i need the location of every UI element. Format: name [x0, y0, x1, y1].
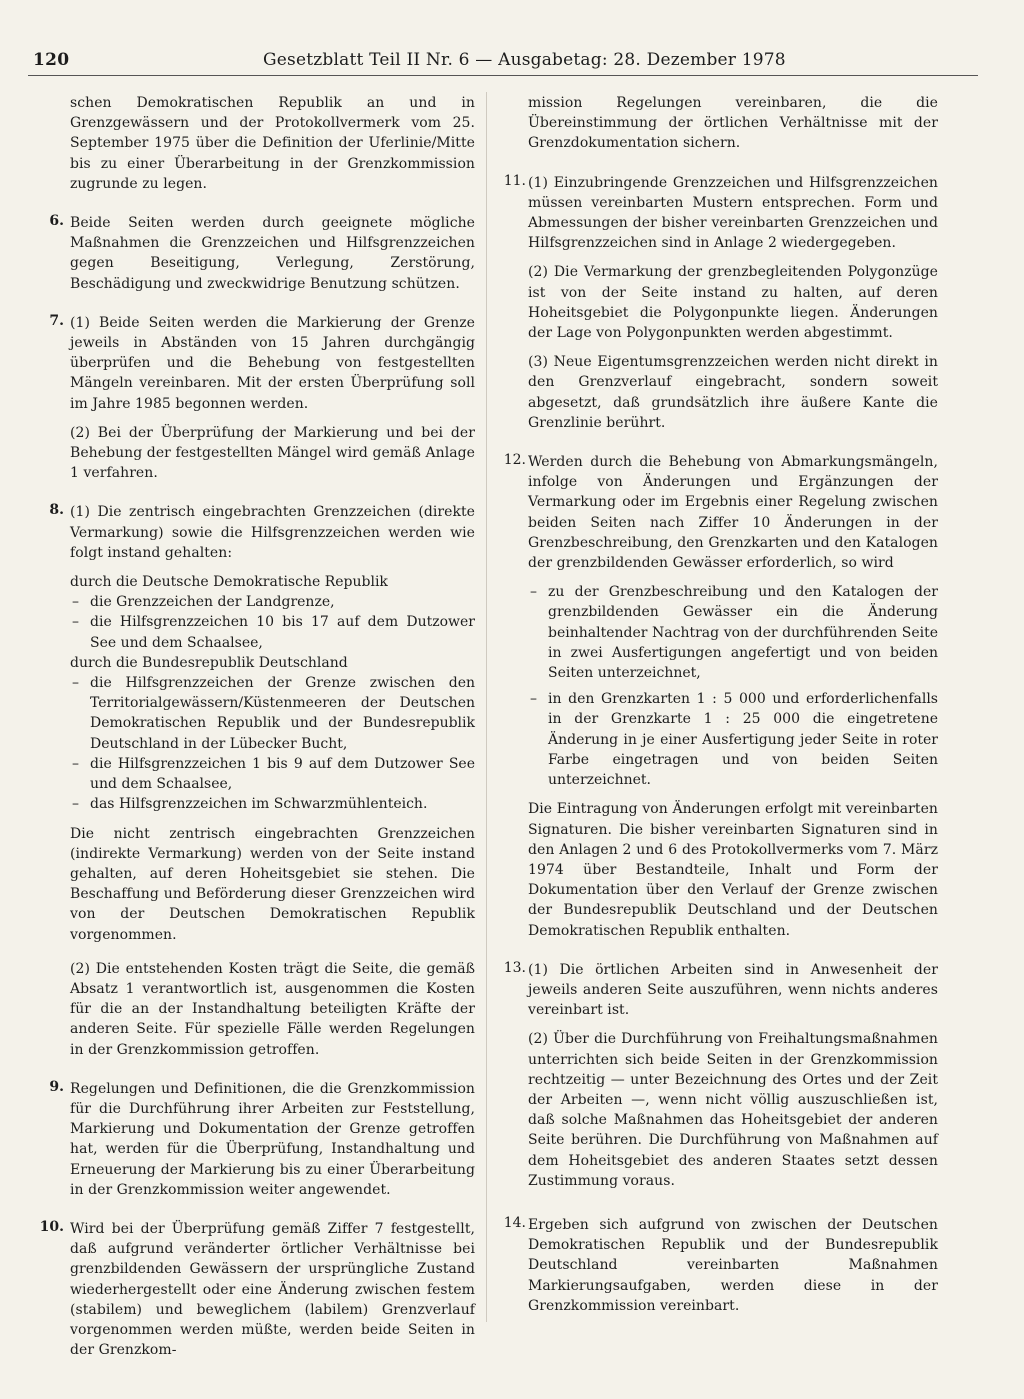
- paragraph-2: (2) Die Vermarkung der grenzbegleitenden Polygonzüge ist von der Seite instand zu halten, auf deren Hoheitsgebiet die Polygonpunkte liegen. Änderungen der Lage von Polygonpunkten werden abgestimmt.: [528, 264, 938, 342]
- indirect-paragraph: Die nicht zentrisch eingebrachten Grenzzeichen (indirekte Vermarkung) werden von der Seite instand gehalten, auf deren Hoheitsgebiet sie stehen. Die Beschaffung und Beförderung dieser Grenzzeichen wird von der Deutschen Demokratischen Republik vorgenommen.: [70, 825, 475, 943]
- section-number: 13.: [503, 959, 526, 976]
- paragraph-2: (2) Über die Durchführung von Freihaltungsmaßnahmen unterrichten sich beide Seiten in der Grenzkommission rechtzeitig — unter Bezeichnung des Ortes und der Zeit der Arbeiten —, wenn nicht völlig auszuschließen ist, daß solche Maßnahmen das Hoheitsgebiet der anderen Seite berühren. Die Durchführung von Maßnahmen auf dem Hoheitsgebiet des anderen Staates setzt dessen Zustimmung voraus.: [528, 1031, 938, 1189]
- section-number: 8.: [49, 502, 64, 519]
- column-divider: [486, 92, 487, 1322]
- paragraph-1: Werden durch die Behebung von Abmarkungsmängeln, infolge von Änderungen und Ergänzungen der Vermarkung oder im Ergebnis einer Regelung zwischen beiden Seiten nach Ziffer 10 Änderungen in der Grenzbeschreibung, den Grenzkarten und den Katalogen der grenzbildenden Gewässer erforderlich, so wird: [528, 454, 938, 572]
- section-7: [49, 312, 475, 484]
- page-header: [0, 50, 1024, 76]
- page-number: 120: [33, 50, 70, 70]
- measures-list: [528, 582, 938, 790]
- list-item: – die Hilfsgrenzzeichen 1 bis 9 auf dem Dutzower See und dem Schaalsee,: [72, 755, 475, 793]
- section-text: Ergeben sich aufgrund von zwischen der Deutschen Demokratischen Republik und der Bundesrepublik Deutschland vereinbarten Maßnahmen Markierungsaufgaben, werden diese in der Grenzkommission vereinbart.: [528, 1216, 938, 1314]
- paragraph-2: (2) Die entstehenden Kosten trägt die Seite, die gemäß Absatz 1 verantwortlich ist, ausgenommen die Kosten für die an der Instandhaltung beteiligten Kräfte der anderen Seite. Für spezielle Fälle werden Regelungen in der Grenzkommission getroffen.: [70, 960, 475, 1058]
- list-item: – das Hilfsgrenzzeichen im Schwarzmühlenteich.: [72, 796, 428, 813]
- section-number: 11.: [503, 172, 526, 189]
- header-rule: [28, 75, 978, 76]
- section-9: [49, 1078, 475, 1200]
- paragraph-1: (1) Beide Seiten werden die Markierung der Grenze jeweils in Abständen von 15 Jahren durchgängig überprüfen und die Behebung von festgestellten Mängeln vereinbaren. Mit der ersten Überprüfung soll im Jahre 1985 begonnen werden.: [70, 314, 475, 412]
- paragraph-3: (3) Neue Eigentumsgrenzzeichen werden nicht direkt in den Grenzverlauf eingebracht, sondern soweit abgesetzt, daß grundsätzlich ihre äußere Kante die Grenzlinie berührt.: [528, 354, 938, 431]
- section-10: [39, 1218, 475, 1360]
- section-13: [503, 959, 938, 1191]
- section-6: [49, 213, 475, 294]
- responsibility-list: [70, 572, 475, 814]
- intro-text: schen Demokratischen Republik an und in Grenzgewässern und der Protokollvermerk vom 25. September 1975 über die Definition der Uferlinie/Mitte bis zu einer Überarbeitung in der Grenzkommission zugrunde zu legen.: [70, 95, 475, 192]
- brd-label: durch die Bundesrepublik Deutschland: [70, 654, 348, 671]
- list-item: – die Hilfsgrenzzeichen der Grenze zwischen den Territorialgewässern/Küstenmeeren der Deutschen Demokratischen Republik und der Bundesrepublik Deutschland in der Lübecker Bucht,: [72, 675, 475, 752]
- list-item: – die Hilfsgrenzzeichen 10 bis 17 auf dem Dutzower See und dem Schaalsee,: [72, 614, 475, 651]
- continuation-text: mission Regelungen vereinbaren, die die Übereinstimmung der örtlichen Verhältnisse mit der Grenzdokumentation sichern.: [528, 95, 938, 152]
- ddr-label: durch die Deutsche Demokratische Republik: [70, 574, 388, 591]
- list-item: – zu der Grenzbeschreibung und den Katalogen der grenzbildenden Gewässer ein die Änderung beinhaltender Nachtrag von der durchführenden Seite in zwei Ausfertigungen angefertigt und von beiden Seiten unterzeichnet,: [530, 584, 938, 682]
- section-text: Regelungen und Definitionen, die die Grenzkommission für die Durchführung ihrer Arbeiten zur Feststellung, Markierung und Dokumentation der Grenze getroffen hat, werden für die Überprüfung, Instandhaltung und Erneuerung der Markierung bis zu einer Überarbeitung in der Grenzkommission weiter angewendet.: [70, 1080, 475, 1198]
- list-item: – die Grenzzeichen der Landgrenze,: [72, 594, 335, 611]
- paragraph-1: (1) Die örtlichen Arbeiten sind in Anwesenheit der jeweils anderen Seite auszuführen, wenn nichts anderes vereinbart ist.: [528, 961, 938, 1019]
- section-text: Wird bei der Überprüfung gemäß Ziffer 7 festgestellt, daß aufgrund veränderter örtlicher Verhältnisse bei grenzbildenden Gewässern der ursprüngliche Zustand wiederhergestellt oder eine Änderung zwischen festem (stabilem) und beweglichem (labilem) Grenzverlauf vorgenommen werden müßte, werden beide Seiten in der Grenzkom-: [70, 1220, 475, 1359]
- section-12: [503, 452, 938, 941]
- section-number: 14.: [503, 1214, 526, 1231]
- section-number: 10.: [39, 1218, 64, 1235]
- section-text: Beide Seiten werden durch geeignete mögliche Maßnahmen die Grenzzeichen und Hilfsgrenzzeichen gegen Beseitigung, Verlegung, Zerstörung, Beschädigung und zweckwidrige Benutzung schützen.: [70, 215, 475, 292]
- paragraph-1: (1) Die zentrisch eingebrachten Grenzzeichen (direkte Vermarkung) sowie die Hilfsgrenzzeichen werden wie folgt instand gehalten:: [70, 504, 475, 561]
- section-number: 7.: [49, 312, 64, 329]
- paragraph-2: Die Eintragung von Änderungen erfolgt mit vereinbarten Signaturen. Die bisher vereinbarten Signaturen sind in den Anlagen 2 und 6 des Protokollvermerks vom 7. März 1974 über Bestandteile, Inhalt und Form der Dokumentation über den Verlauf der Grenze zwischen der Bundesrepublik Deutschland und der Deutschen Demokratischen Republik enthalten.: [528, 801, 938, 939]
- section-14: [503, 1214, 938, 1316]
- section-number: 6.: [49, 213, 64, 230]
- continuation-paragraph: [70, 93, 475, 194]
- paragraph-2: (2) Bei der Überprüfung der Markierung und bei der Behebung der festgestellten Mängel wird gemäß Anlage 1 verfahren.: [70, 424, 475, 482]
- continuation-paragraph: [528, 93, 938, 154]
- section-8: [49, 502, 475, 1059]
- section-number: 12.: [503, 452, 526, 469]
- section-number: 9.: [49, 1078, 64, 1095]
- list-item: – in den Grenzkarten 1 : 5 000 und erforderlichenfalls in der Grenzkarte 1 : 25 000 die eingetretene Änderung in je einer Ausfertigung jeder Seite in roter Farbe eingetragen und von beiden Seiten unterzeichnet.: [530, 691, 938, 789]
- header-title: Gesetzblatt Teil II Nr. 6 — Ausgabetag: 28. Dezember 1978: [263, 50, 786, 70]
- left-column: [39, 93, 475, 1379]
- paragraph-1: (1) Einzubringende Grenzzeichen und Hilfsgrenzzeichen müssen vereinbarten Mustern entsprechen. Form und Abmessungen der bisher vereinbarten Grenzzeichen und Hilfsgrenzzeichen sind in Anlage 2 wiedergegeben.: [528, 174, 938, 252]
- section-11: [503, 172, 938, 433]
- right-column: [503, 93, 938, 1335]
